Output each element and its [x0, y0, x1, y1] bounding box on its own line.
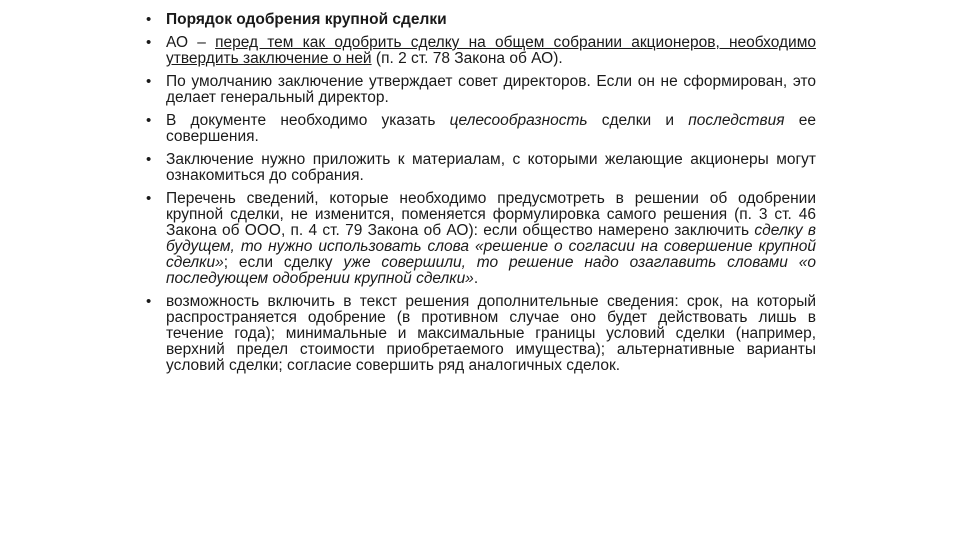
bullet-marker: •	[146, 151, 152, 168]
text-segment: .	[473, 270, 479, 287]
heading-text: Порядок одобрения крупной сделки	[166, 11, 447, 28]
text-segment: возможность включить в текст решения дополнительные сведения: срок, на который распространяется одобрение (в противном случае оно будет действовать лишь в течение года); минимальные и максимальные границы условий сделки (например, верхний предел стоимости приобретаемого имущества); альтернативные варианты условий сделки; согласие совершить ряд аналогичных сделок.	[166, 293, 816, 374]
bullet-marker: •	[146, 190, 152, 207]
text-segment: В документе необходимо указать	[166, 112, 450, 129]
italic-text: уже совершили, то решение надо озаглавить словами «о последующем одобрении крупной сделки»	[166, 254, 816, 287]
bullet-marker: •	[146, 73, 152, 90]
text-segment: Заключение нужно приложить к материалам, с которыми желающие акционеры могут ознакомиться до собрания.	[166, 151, 816, 184]
bullet-marker: •	[146, 112, 152, 129]
bullet-marker: •	[146, 34, 152, 51]
italic-text: последствия	[688, 112, 785, 129]
list-item	[146, 12, 816, 28]
text-segment: ; если сделку	[223, 254, 344, 271]
list-item	[146, 152, 816, 184]
text-segment: (п. 2 ст. 78 Закона об АО).	[371, 50, 563, 67]
list-item	[146, 294, 816, 374]
bullet-marker: •	[146, 293, 152, 310]
underlined-text: перед тем как одобрить сделку на общем собрании акционеров, необходимо утвердить заключение о ней	[166, 34, 816, 67]
text-segment: ее совершения.	[166, 112, 816, 145]
text-segment: По умолчанию заключение утверждает совет директоров. Если он не сформирован, это делает генеральный директор.	[166, 73, 816, 106]
text-segment: Перечень сведений, которые необходимо предусмотреть в решении об одобрении крупной сделки, не изменится, поменяется формулировка самого решения (п. 3 ст. 46 Закона об ООО, п. 4 ст. 79 Закона об АО): если общество намерено заключить	[166, 190, 816, 239]
text-segment: АО –	[166, 34, 216, 51]
list-item	[146, 191, 816, 287]
list-item	[146, 35, 816, 67]
list-item	[146, 113, 816, 145]
text-segment: сделки и	[587, 112, 689, 129]
bullet-list	[146, 12, 816, 381]
bullet-marker: •	[146, 11, 152, 28]
italic-text: целесообразность	[449, 112, 588, 129]
italic-text: сделку в будущем, то нужно использовать слова «решение о согласии на совершение крупной сделки»	[166, 222, 816, 271]
list-item	[146, 74, 816, 106]
